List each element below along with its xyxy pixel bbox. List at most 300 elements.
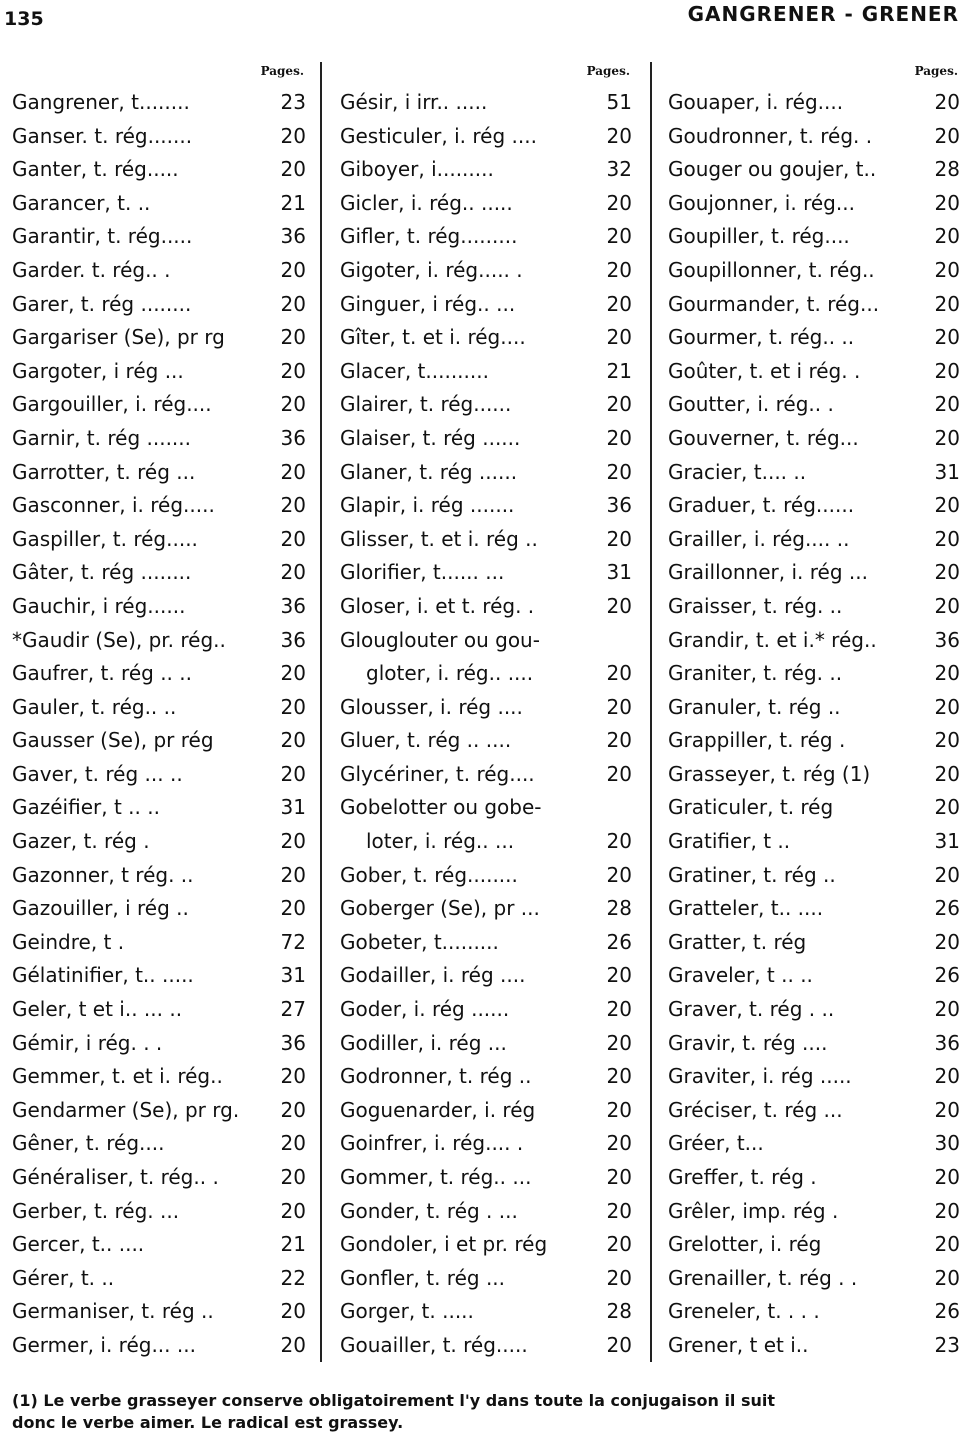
verb-text: Glycériner, t. rég.... [340, 761, 535, 786]
verb-entry [340, 959, 634, 993]
page-reference: 20 [280, 1097, 306, 1122]
verb-text: Gazonner, t rég. .. [12, 862, 194, 887]
verb-entry [340, 1094, 634, 1128]
page-reference: 20 [606, 459, 632, 484]
page-reference: 20 [934, 1265, 960, 1290]
page-reference: 20 [280, 761, 306, 786]
verb-entry [668, 1195, 962, 1229]
verb-entry [668, 993, 962, 1027]
verb-entry [668, 321, 962, 355]
verb-text: Geindre, t . [12, 929, 125, 954]
verb-entry [668, 657, 962, 691]
verb-entry [12, 892, 308, 926]
page-reference: 20 [934, 425, 960, 450]
page-reference: 20 [934, 190, 960, 215]
page-reference: 20 [934, 1064, 960, 1089]
verb-entry [12, 1161, 308, 1195]
page-reference: 20 [606, 190, 632, 215]
page-reference: 20 [934, 1198, 960, 1223]
verb-entry [340, 355, 634, 389]
verb-text: Gouaper, i. rég.... [668, 90, 844, 114]
verb-column-3 [668, 60, 962, 1363]
verb-text: Garantir, t. rég..... [12, 224, 193, 249]
verb-text: Gicler, i. rég.. ..... [340, 190, 513, 215]
page-reference: 26 [934, 896, 960, 921]
verb-text: Gercer, t.. .... [12, 1232, 145, 1257]
verb-entry [12, 523, 308, 557]
page-reference: 20 [280, 862, 306, 887]
pages-column-header: Pages. [260, 64, 304, 78]
verb-entry [340, 220, 634, 254]
verb-text: Glaner, t. rég ...... [340, 459, 518, 484]
verb-text: Geler, t et i.. ... .. [12, 997, 183, 1022]
verb-text: Gaver, t. rég ... .. [12, 761, 183, 786]
page-reference: 20 [606, 694, 632, 719]
page-reference: 20 [606, 963, 632, 988]
verb-text: Grasseyer, t. rég (1) [668, 761, 871, 786]
verb-text: Gratter, t. rég [668, 929, 807, 954]
pages-column-header: Pages. [914, 64, 958, 78]
verb-entry [340, 187, 634, 221]
page-reference: 20 [934, 862, 960, 887]
page-reference: 28 [606, 1299, 632, 1324]
verb-entry [668, 1127, 962, 1161]
verb-entry [668, 355, 962, 389]
verb-entry [12, 422, 308, 456]
verb-entry [12, 758, 308, 792]
verb-entry [668, 1060, 962, 1094]
verb-text: Goudronner, t. rég. . [668, 123, 873, 148]
verb-text: Gélatinifier, t.. ..... [12, 963, 194, 988]
verb-entry [668, 220, 962, 254]
verb-entry [668, 1161, 962, 1195]
verb-entry [12, 86, 308, 120]
verb-entry [340, 1262, 634, 1296]
page-reference: 20 [606, 829, 632, 854]
verb-entry [340, 1127, 634, 1161]
verb-text: Gouger ou goujer, t.. [668, 157, 877, 182]
page-reference: 20 [606, 325, 632, 350]
page-reference: 20 [934, 593, 960, 618]
page-reference: 20 [934, 1097, 960, 1122]
verb-entry [668, 86, 962, 120]
page-reference: 36 [606, 493, 632, 518]
verb-entry [668, 254, 962, 288]
verb-entry [12, 1262, 308, 1296]
verb-text: Goûter, t. et i rég. . [668, 358, 861, 383]
verb-text: Graviter, i. rég ..... [668, 1064, 852, 1089]
page-reference: 20 [606, 257, 632, 282]
verb-entry [12, 993, 308, 1027]
page-reference: 20 [280, 291, 306, 316]
running-head: GANGRENER - GRENER [687, 2, 959, 26]
verb-text: Godronner, t. rég .. [340, 1064, 532, 1089]
verb-entry [12, 590, 308, 624]
page-reference: 20 [280, 123, 306, 148]
page-reference: 20 [934, 224, 960, 249]
verb-text: Goutter, i. rég.. . [668, 392, 834, 417]
page-reference: 23 [934, 1332, 960, 1357]
verb-text: Graillonner, i. rég ... [668, 560, 868, 585]
verb-entry [668, 187, 962, 221]
page-reference: 20 [934, 358, 960, 383]
verb-entry [12, 388, 308, 422]
verb-entry [12, 288, 308, 322]
verb-text: Garder. t. rég.. . [12, 257, 171, 282]
verb-text: Ganter, t. rég..... [12, 157, 179, 182]
page-reference: 20 [280, 661, 306, 686]
verb-text: Gobelotter ou gobe- [340, 795, 542, 820]
verb-text: Gréer, t... [668, 1131, 764, 1156]
verb-entry [668, 1027, 962, 1061]
verb-text: Glorifier, t...... ... [340, 560, 505, 585]
verb-entry [340, 859, 634, 893]
verb-entry [340, 321, 634, 355]
verb-text: Graduer, t. rég...... [668, 493, 855, 518]
verb-entry [340, 926, 634, 960]
verb-text: Graver, t. rég . .. [668, 997, 835, 1022]
verb-entry [12, 187, 308, 221]
page-reference: 21 [280, 190, 306, 215]
verb-entry [668, 691, 962, 725]
verb-entry [12, 825, 308, 859]
verb-entry [12, 1295, 308, 1329]
verb-entry [340, 590, 634, 624]
verb-text: Gendarmer (Se), pr rg. [12, 1097, 240, 1122]
page-reference: 22 [280, 1265, 306, 1290]
verb-text: Gâter, t. rég ........ [12, 560, 192, 585]
page-reference: 20 [606, 1030, 632, 1055]
verb-text: Gloser, i. et t. rég. . [340, 593, 535, 618]
footnote-line-1: (1) Le verbe grasseyer conserve obligatoirement l'y dans toute la conjugaison il suit [12, 1391, 776, 1410]
page-reference: 20 [934, 761, 960, 786]
verb-entry [340, 254, 634, 288]
verb-text: Gigoter, i. rég..... . [340, 257, 523, 282]
page-reference: 20 [934, 123, 960, 148]
page-reference: 36 [280, 425, 306, 450]
verb-text: Goujonner, i. rég... [668, 190, 855, 215]
verb-text: Gerber, t. rég. ... [12, 1198, 180, 1223]
verb-text: Gravir, t. rég .... [668, 1030, 828, 1055]
verb-entry [340, 422, 634, 456]
verb-text: Goupiller, t. rég.... [668, 224, 850, 249]
verb-entry [12, 1329, 308, 1363]
page-reference: 20 [606, 593, 632, 618]
verb-entry [12, 1060, 308, 1094]
verb-entry [340, 1329, 634, 1363]
verb-entry [340, 657, 634, 691]
page-reference: 20 [280, 526, 306, 551]
verb-entry [340, 1228, 634, 1262]
verb-text: Garer, t. rég ........ [12, 291, 192, 316]
page-reference: 72 [280, 929, 306, 954]
verb-entry [668, 859, 962, 893]
page-reference: 28 [934, 157, 960, 182]
verb-text: Graticuler, t. rég [668, 795, 834, 820]
verb-text: Grelotter, i. rég [668, 1232, 822, 1257]
verb-entry [12, 959, 308, 993]
verb-text: Graveler, t .. .. [668, 963, 813, 988]
verb-text: Grenailler, t. rég . . [668, 1265, 858, 1290]
page-reference: 20 [934, 493, 960, 518]
verb-text: Glacer, t.......... [340, 358, 489, 383]
verb-column-2 [340, 60, 634, 1363]
verb-entry [668, 926, 962, 960]
page-reference: 20 [606, 661, 632, 686]
verb-entry [12, 1195, 308, 1229]
verb-text: Gouailler, t. rég..... [340, 1332, 528, 1357]
footnote-line-2: donc le verbe aimer. Le radical est grassey. [12, 1413, 404, 1432]
verb-entry [12, 926, 308, 960]
verb-text: Gourmer, t. rég.. .. [668, 325, 855, 350]
page-reference: 20 [280, 1165, 306, 1189]
page-reference: 26 [934, 1299, 960, 1324]
verb-entry [12, 859, 308, 893]
verb-entry [12, 724, 308, 758]
page-reference: 36 [280, 1030, 306, 1055]
verb-text: Glairer, t. rég...... [340, 392, 512, 417]
verb-entry [668, 791, 962, 825]
page-reference: 23 [280, 90, 306, 114]
verb-entry [668, 892, 962, 926]
page-reference: 36 [934, 1030, 960, 1055]
verb-entry [668, 825, 962, 859]
verb-entry [340, 825, 634, 859]
page-reference: 26 [934, 963, 960, 988]
verb-text: Gaufrer, t. rég .. .. [12, 661, 192, 686]
page-reference: 20 [280, 694, 306, 719]
footnote [12, 1390, 962, 1434]
page-reference: 31 [934, 459, 960, 484]
page-reference: 20 [606, 862, 632, 887]
page-reference: 20 [280, 829, 306, 854]
verb-entry [340, 1060, 634, 1094]
verb-text: Glisser, t. et i. rég .. [340, 526, 538, 551]
verb-entry [12, 321, 308, 355]
verb-text: Greffer, t. rég . [668, 1165, 817, 1189]
page-reference: 20 [606, 425, 632, 450]
verb-entry [12, 624, 308, 658]
verb-entry [12, 1027, 308, 1061]
verb-text: Généraliser, t. rég.. . [12, 1165, 219, 1189]
verb-text: Gourmander, t. rég... [668, 291, 880, 316]
verb-text: Granuler, t. rég .. [668, 694, 841, 719]
verb-entry [668, 153, 962, 187]
page-reference: 26 [606, 929, 632, 954]
verb-entry [12, 1094, 308, 1128]
page-reference: 20 [280, 358, 306, 383]
verb-text: Gesticuler, i. rég .... [340, 123, 537, 148]
verb-text: Glaiser, t. rég ...... [340, 425, 521, 450]
column-divider [650, 62, 652, 1362]
verb-text: Gauler, t. rég.. .. [12, 694, 177, 719]
verb-text: *Gaudir (Se), pr. rég.. [12, 627, 226, 652]
page-reference: 32 [606, 157, 632, 182]
verb-entry [668, 523, 962, 557]
page-reference: 20 [934, 795, 960, 820]
page-reference: 20 [606, 1198, 632, 1223]
verb-entry [668, 1094, 962, 1128]
verb-text: Goguenarder, i. rég [340, 1097, 536, 1122]
verb-entry [12, 153, 308, 187]
verb-text: Germer, i. rég... ... [12, 1332, 196, 1357]
verb-entry [340, 1161, 634, 1195]
verb-text: Godailler, i. rég .... [340, 963, 526, 988]
page-reference: 30 [934, 1131, 960, 1156]
verb-text: Grener, t et i.. [668, 1332, 809, 1357]
verb-entry [340, 556, 634, 590]
verb-entry [340, 758, 634, 792]
verb-text: Gausser (Se), pr rég [12, 728, 214, 753]
page-reference: 20 [606, 526, 632, 551]
verb-text: Gêner, t. rég.... [12, 1131, 165, 1156]
verb-text: Gratteler, t.. .... [668, 896, 824, 921]
verb-text: Gracier, t.... .. [668, 459, 807, 484]
verb-text: Glouglouter ou gou- [340, 627, 540, 652]
verb-entry [340, 120, 634, 154]
verb-text: Gaspiller, t. rég..... [12, 526, 198, 551]
page-reference: 36 [280, 224, 306, 249]
page-reference: 36 [934, 627, 960, 652]
page-reference: 20 [606, 1332, 632, 1357]
verb-entry [668, 624, 962, 658]
verb-entry [340, 1027, 634, 1061]
page-reference: 20 [606, 1232, 632, 1257]
verb-entry [340, 1295, 634, 1329]
verb-entry [12, 120, 308, 154]
page-reference: 20 [934, 694, 960, 719]
verb-text: Gobeter, t......... [340, 929, 499, 954]
page-reference: 20 [606, 123, 632, 148]
page-reference: 20 [280, 1064, 306, 1089]
verb-text: Goberger (Se), pr ... [340, 896, 540, 921]
verb-entry [668, 489, 962, 523]
page-reference: 20 [934, 560, 960, 585]
verb-text: Gratiner, t. rég .. [668, 862, 836, 887]
page-reference: 20 [934, 291, 960, 316]
page-reference: 31 [280, 795, 306, 820]
verb-entry [668, 959, 962, 993]
verb-entry [340, 1195, 634, 1229]
page-reference: 20 [280, 1332, 306, 1357]
verb-text: Gargouiller, i. rég.... [12, 392, 212, 417]
verb-text: Gober, t. rég........ [340, 862, 518, 887]
page-reference: 20 [280, 257, 306, 282]
verb-text: Garrotter, t. rég ... [12, 459, 196, 484]
page-reference: 20 [934, 929, 960, 954]
verb-entry [12, 456, 308, 490]
verb-text: Grêler, imp. rég . [668, 1198, 839, 1223]
verb-entry [340, 624, 634, 658]
verb-text: gloter, i. rég.. .... [366, 661, 534, 686]
page-reference: 20 [934, 1165, 960, 1189]
verb-entry [12, 355, 308, 389]
verb-text: Gargariser (Se), pr rg [12, 325, 225, 350]
verb-text: Greneler, t. . . . [668, 1299, 820, 1324]
page-reference: 20 [280, 1198, 306, 1223]
verb-text: Gratifier, t .. [668, 829, 791, 854]
verb-entry [340, 456, 634, 490]
page-reference: 20 [934, 325, 960, 350]
page-reference: 20 [934, 1232, 960, 1257]
verb-text: Goder, i. rég ...... [340, 997, 510, 1022]
verb-text: Giboyer, i......... [340, 157, 494, 182]
page-reference: 21 [606, 358, 632, 383]
page-reference: 20 [934, 728, 960, 753]
verb-text: Gazouiller, i rég .. [12, 896, 189, 921]
verb-text: Gérer, t. .. [12, 1265, 115, 1290]
verb-text: Gommer, t. rég.. ... [340, 1165, 532, 1189]
verb-entry [668, 288, 962, 322]
verb-entry [12, 489, 308, 523]
page-reference: 20 [606, 1064, 632, 1089]
page-reference: 20 [280, 325, 306, 350]
page-reference: 20 [934, 526, 960, 551]
page-reference: 20 [280, 1299, 306, 1324]
verb-entry [668, 758, 962, 792]
verb-text: Germaniser, t. rég .. [12, 1299, 214, 1324]
page-reference: 27 [280, 997, 306, 1022]
verb-entry [12, 791, 308, 825]
page-reference: 20 [280, 560, 306, 585]
verb-text: Ganser. t. rég....... [12, 123, 193, 148]
verb-text: loter, i. rég.. ... [366, 829, 515, 854]
verb-entry [668, 1295, 962, 1329]
verb-text: Gîter, t. et i. rég.... [340, 325, 526, 350]
verb-text: Grailler, i. rég.... .. [668, 526, 850, 551]
verb-entry [340, 523, 634, 557]
page-reference: 20 [934, 90, 960, 114]
page-reference: 36 [280, 627, 306, 652]
verb-entry [668, 388, 962, 422]
page-reference: 20 [934, 997, 960, 1022]
verb-entry [668, 1228, 962, 1262]
verb-entry [340, 489, 634, 523]
verb-text: Garancer, t. .. [12, 190, 151, 215]
verb-entry [340, 388, 634, 422]
verb-entry [340, 993, 634, 1027]
verb-entry [340, 86, 634, 120]
page-reference: 20 [606, 1265, 632, 1290]
page-reference: 21 [280, 1232, 306, 1257]
verb-entry [340, 288, 634, 322]
page-reference: 28 [606, 896, 632, 921]
page-reference: 20 [934, 661, 960, 686]
verb-text: Gorger, t. ..... [340, 1299, 474, 1324]
verb-text: Gargoter, i rég ... [12, 358, 184, 383]
verb-text: Glapir, i. rég ....... [340, 493, 515, 518]
verb-text: Gluer, t. rég .. .... [340, 728, 512, 753]
verb-text: Gonfler, t. rég ... [340, 1265, 506, 1290]
verb-text: Gouverner, t. rég... [668, 425, 859, 450]
verb-entry [340, 691, 634, 725]
column-divider [320, 62, 322, 1362]
verb-text: Gonder, t. rég . ... [340, 1198, 518, 1223]
verb-text: Gasconner, i. rég..... [12, 493, 215, 518]
verb-entry [12, 657, 308, 691]
verb-entry [12, 1228, 308, 1262]
page-reference: 31 [280, 963, 306, 988]
verb-entry [340, 791, 634, 825]
page-reference: 20 [280, 157, 306, 182]
verb-entry [668, 1262, 962, 1296]
verb-text: Grandir, t. et i.* rég.. [668, 627, 877, 652]
verb-entry [340, 892, 634, 926]
page-reference: 51 [606, 90, 632, 114]
page-reference: 20 [934, 257, 960, 282]
verb-text: Gangrener, t........ [12, 90, 190, 114]
verb-entry [668, 456, 962, 490]
